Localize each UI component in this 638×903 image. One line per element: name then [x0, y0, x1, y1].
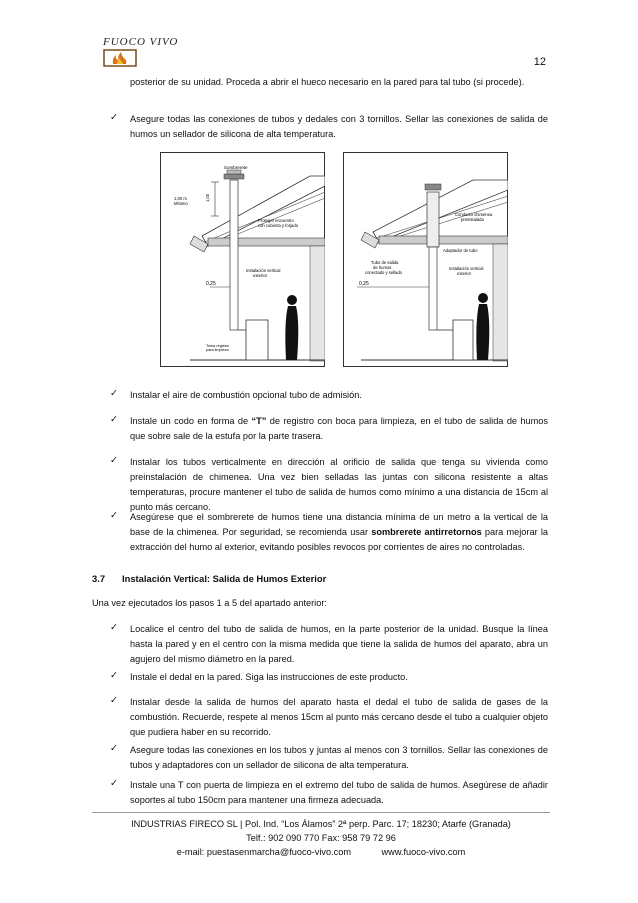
company-logo: [103, 36, 193, 68]
footer-contact: [92, 845, 550, 859]
check-icon: ✓: [110, 670, 118, 681]
label-dim: 1,00: [205, 193, 210, 202]
svg-text:para limpieza: para limpieza: [206, 348, 229, 352]
label-tubo: Tubo de salida: [371, 260, 399, 265]
bullet-text: Instalar desde la salida de humos del aparato hasta el dedal el tubo de salida de gases de la combustión. Recuerde, respete al menos 15cm al punto más cercano desde el tubo a cualquier objeto que pudiera haber en su recorrido.: [130, 697, 548, 737]
label-instalacion-right: Instalación vertical: [449, 266, 484, 271]
footer-address: INDUSTRIAS FIRECO SL | Pol. Ind. “Los Álamos” 2ª perp. Parc. 17; 18230; Atarfe (Granada): [131, 819, 511, 829]
check-icon: ✓: [110, 622, 118, 633]
footer-email: e-mail: puestasenmarcha@fuoco-vivo.com: [176, 847, 351, 857]
bullet-text: Asegure todas las conexiones en los tubos y juntas al menos con 3 tornillos. Sellar las conexiones de tubos y adaptadores con un sellador de silicona de alta temperatura.: [130, 745, 548, 770]
bullet-text: Instale un codo en forma de “T” de registro con boca para limpieza, en el tubo de salida de humos que sobre sale de la estufa por la parte trasera.: [130, 416, 549, 441]
label-toma: Toma registro: [206, 344, 229, 348]
continuation-text: posterior de su unidad. Proceda a abrir el hueco necesario en la pared para tal tubo (si procede).: [130, 77, 525, 87]
label-h025: 0,25: [206, 281, 216, 287]
bullet-text: Instalar los tubos verticalmente en dirección al orificio de salida que tenga su vivienda como preinstalación de chimenea. Una vez bien selladas las juntas con silicona resistente a altas temperaturas, procure mantener el tubo de salida de humos como mínimo a una distancia de 15cm al punto más cercano.: [130, 457, 548, 512]
check-icon: ✓: [110, 695, 118, 706]
label-adaptador: Adaptador de tubo: [443, 248, 478, 253]
check-icon: ✓: [110, 743, 118, 754]
label-h025-right: 0,25: [359, 281, 369, 287]
page-number: 12: [533, 56, 546, 68]
svg-text:exterior: exterior: [253, 273, 267, 278]
check-icon: ✓: [110, 388, 118, 399]
fireplace-logo-icon: [103, 49, 137, 67]
bullet-text: Asegure todas las conexiones de tubos y dedales con 3 tornillos. Sellar las conexiones de salida de humos un sellador de silicona de alta temperatura.: [130, 114, 548, 139]
svg-text:conectado y sellado: conectado y sellado: [365, 270, 403, 275]
check-icon: ✓: [110, 510, 118, 521]
svg-text:preinstalada: preinstalada: [461, 217, 484, 222]
svg-text:Mínimo: Mínimo: [174, 201, 188, 206]
section-title: Instalación Vertical: Salida de Humos Exterior: [122, 573, 327, 584]
check-icon: ✓: [110, 455, 118, 466]
label-sombrerete: Sombrerete: [224, 165, 248, 170]
bullet-text: Instale el dedal en la pared. Siga las instrucciones de este producto.: [130, 672, 408, 682]
section-number: 3.7: [92, 573, 106, 584]
svg-text:exterior: exterior: [457, 271, 471, 276]
label-instalacion: Instalación vertical: [246, 268, 281, 273]
label-minimo: 1,00 m: [174, 196, 187, 201]
section-intro: Una vez ejecutados los pasos 1 a 5 del apartado anterior:: [92, 598, 327, 608]
diagram-chimney-roof: [160, 152, 325, 367]
footer-divider: [92, 812, 550, 813]
svg-text:de humos: de humos: [373, 265, 392, 270]
footer-web: www.fuoco-vivo.com: [381, 847, 466, 857]
diagram-chimney-preinstalled: [343, 152, 508, 367]
bullet-text: Instalar el aire de combustión opcional tubo de admisión.: [130, 390, 362, 400]
check-icon: ✓: [110, 778, 118, 789]
logo-text: FUOCO VIVO: [103, 36, 179, 48]
check-icon: ✓: [110, 414, 118, 425]
bullet-text: Asegúrese que el sombrerete de humos tiene una distancia mínima de un metro a la vertical de la base de la chimenea. Por seguridad, se recomienda usar sombrerete antirretornos para mejorar la extracción del humo al exterior, evitando posibles revocos por corrientes de aires no controladas.: [130, 512, 548, 552]
footer-phone: Telf.: 902 090 770 Fax: 958 79 72 96: [246, 833, 396, 843]
svg-text:con cubierta y forjado: con cubierta y forjado: [258, 223, 299, 228]
bullet-text: Localice el centro del tubo de salida de humos, en la parte posterior de la unidad. Busque la línea hasta la pared y en el centro con la misma medida que tiene la salida de humos del aparato, abra un agujero del mismo diámetro en la pared.: [130, 624, 548, 664]
bullet-text: Instale una T con puerta de limpieza en el extremo del tubo de salida de humos. Asegúrese de añadir soportes al tubo 150cm para mantener una firmeza adecuada.: [130, 780, 548, 805]
label-conducto: Conducto chimenea: [455, 212, 493, 217]
label-proteger: Proteger encuentro: [258, 218, 294, 223]
check-icon: ✓: [110, 112, 118, 123]
